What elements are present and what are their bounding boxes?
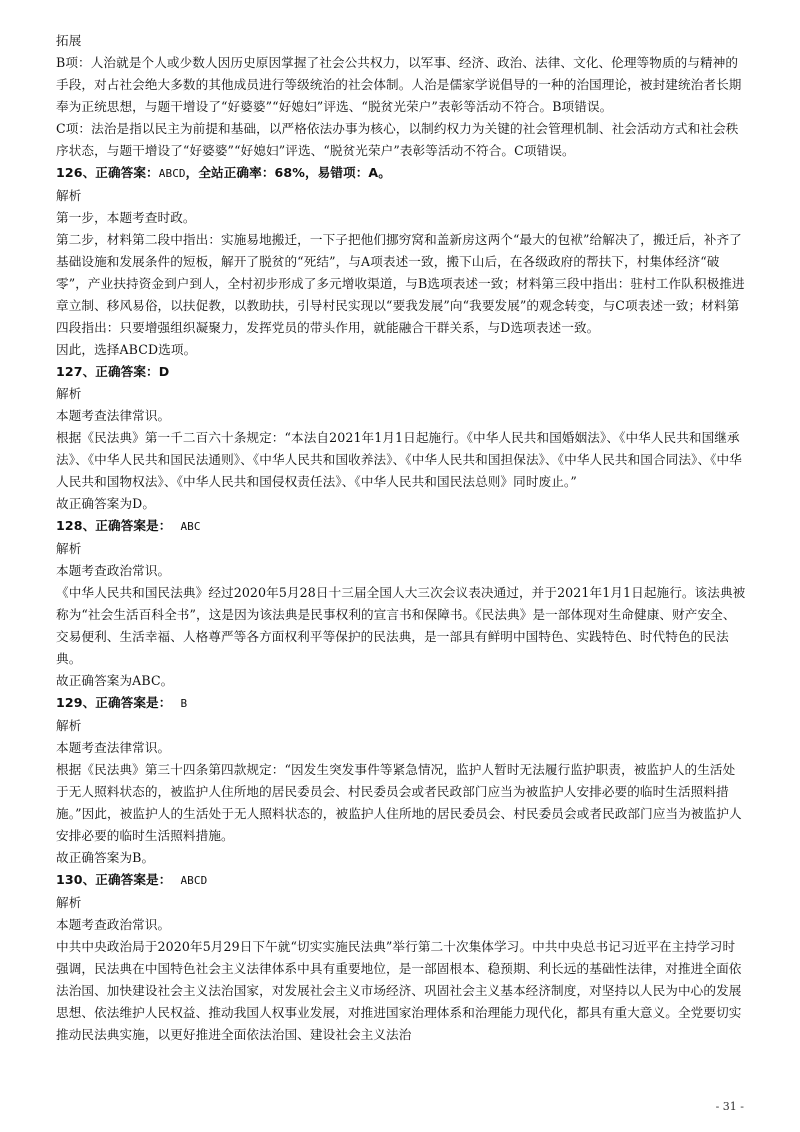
- q129-intro: 本题考查法律常识。: [56, 740, 171, 755]
- q127-analysis-label: 解析: [56, 386, 82, 401]
- q129-answer-prefix: 129、正确答案是：: [56, 695, 172, 710]
- q127-body: 根据《民法典》第一千二百六十条规定：“本法自2021年1月1日起施行。《中华人民共和国婚姻法》、《中华人民共和国继承法》、《中华人民共和国民法通则》、《中华人民共和国收养法》、《中华人民共和国担保法》、《中华人民共和国合同法》、《中华人民共和国物权法》、《中华人民共和国侵权责任法》、《中华人民共和国民法总则》同时废止。”: [56, 430, 742, 489]
- q130-answer-prefix: 130、正确答案是：: [56, 872, 172, 887]
- q128-answer-prefix: 128、正确答案是：: [56, 518, 172, 533]
- page-number: - 31 -: [715, 1100, 744, 1113]
- q130-answer-value: ABCD: [180, 874, 208, 887]
- q130-analysis-label: 解析: [56, 895, 82, 910]
- q126-answer-value: ABCD: [158, 167, 186, 180]
- q129-analysis-label: 解析: [56, 718, 82, 733]
- q129-answer-line: [56, 692, 746, 715]
- q126-answer-suffix: ，全站正确率：68%，易错项：A。: [185, 165, 391, 180]
- q129-body: 根据《民法典》第三十四条第四款规定：“因发生突发事件等紧急情况，监护人暂时无法履行监护职责，被监护人的生活处于无人照料状态的，被监护人住所地的居民委员会、村民委员会或者民政部门应当为被监护人安排必要的临时生活照料措施。”因此，被监护人的生活处于无人照料状态的，被监护人住所地的居民委员会、村民委员会或者民政部门应当为被监护人安排必要的临时生活照料措施。: [56, 762, 742, 843]
- q130-intro: 本题考查政治常识。: [56, 917, 171, 932]
- q126-analysis-label: 解析: [56, 188, 82, 203]
- q126-step1: 第一步，本题考查时政。: [56, 210, 196, 225]
- q128-intro: 本题考查政治常识。: [56, 563, 171, 578]
- document-page: [56, 30, 746, 1046]
- q128-answer-value: ABC: [180, 520, 201, 533]
- section-label: 拓展: [56, 33, 82, 48]
- q129-answer-value: B: [180, 697, 188, 710]
- q126-answer-line: [56, 162, 746, 185]
- q127-answer-line: 127、正确答案：D: [56, 364, 170, 379]
- q128-answer-line: [56, 515, 746, 538]
- q125-option-c-text: C项：法治是指以民主为前提和基础，以严格依法办事为核心，以制约权力为关键的社会管理机制、社会活动方式和社会秩序状态，与题干增设了“好婆婆”“好媳妇”评选、“脱贫光荣户”表彰等活动不符合。C项错误。: [56, 121, 739, 158]
- q127-conclusion: 故正确答案为D。: [56, 496, 156, 511]
- q126-answer-prefix: 126、正确答案：: [56, 165, 159, 180]
- q129-conclusion: 故正确答案为B。: [56, 850, 155, 865]
- q126-conclusion: 因此，选择ABCD选项。: [56, 342, 197, 357]
- q128-conclusion: 故正确答案为ABC。: [56, 673, 174, 688]
- q130-body: 中共中央政治局于2020年5月29日下午就“切实实施民法典”举行第二十次集体学习。中共中央总书记习近平在主持学习时强调，民法典在中国特色社会主义法律体系中具有重要地位，是一部固根本、稳预期、利长远的基础性法律，对推进全面依法治国、加快建设社会主义法治国家，对发展社会主义市场经济、巩固社会主义基本经济制度，对坚持以人民为中心的发展思想、依法维护人民权益、推动我国人权事业发展，对推进国家治理体系和治理能力现代化，都具有重大意义。全党要切实推动民法典实施，以更好推进全面依法治国、建设社会主义法治: [56, 939, 742, 1042]
- q128-analysis-label: 解析: [56, 541, 82, 556]
- q125-option-b-text: B项：人治就是个人或少数人因历史原因掌握了社会公共权力，以军事、经济、政治、法律、文化、伦理等物质的与精神的手段，对占社会绝大多数的其他成员进行等级统治的社会体制。人治是儒家学说倡导的一种的治国理论，被封建统治者长期奉为正统思想，与题干增设了“好婆婆”“好媳妇”评选、“脱贫光荣户”表彰等活动不符合。B项错误。: [56, 55, 742, 114]
- q126-step2: 第二步，材料第二段中指出：实施易地搬迁，一下子把他们挪穷窝和盖新房这两个“最大的包袱”给解决了，搬迁后，补齐了基础设施和发展条件的短板，解开了脱贫的“死结”，与A项表述一致，搬下山后，在各级政府的帮扶下，村集体经济“破零”，产业扶持资金到户到人，全村初步形成了多元增收渠道，与B选项表述一致；材料第三段中指出：驻村工作队积极推进章立制、移风易俗，以扶促教，以教助扶，引导村民实现以“要我发展”向“我要发展”的观念转变，与C项表述一致；材料第四段指出：只要增强组织凝聚力，发挥党员的带头作用，就能融合干群关系，与D选项表述一致。: [56, 232, 745, 335]
- q127-intro: 本题考查法律常识。: [56, 408, 171, 423]
- q128-body: 《中华人民共和国民法典》经过2020年5月28日十三届全国人大三次会议表决通过，并于2021年1月1日起施行。该法典被称为“社会生活百科全书”，这是因为该法典是民事权利的宣言书和保障书。《民法典》是一部体现对生命健康、财产安全、交易便利、生活幸福、人格尊严等各方面权利平等保护的民法典，是一部具有鲜明中国特色、实践特色、时代特色的民法典。: [56, 585, 746, 666]
- q130-answer-line: [56, 869, 746, 892]
